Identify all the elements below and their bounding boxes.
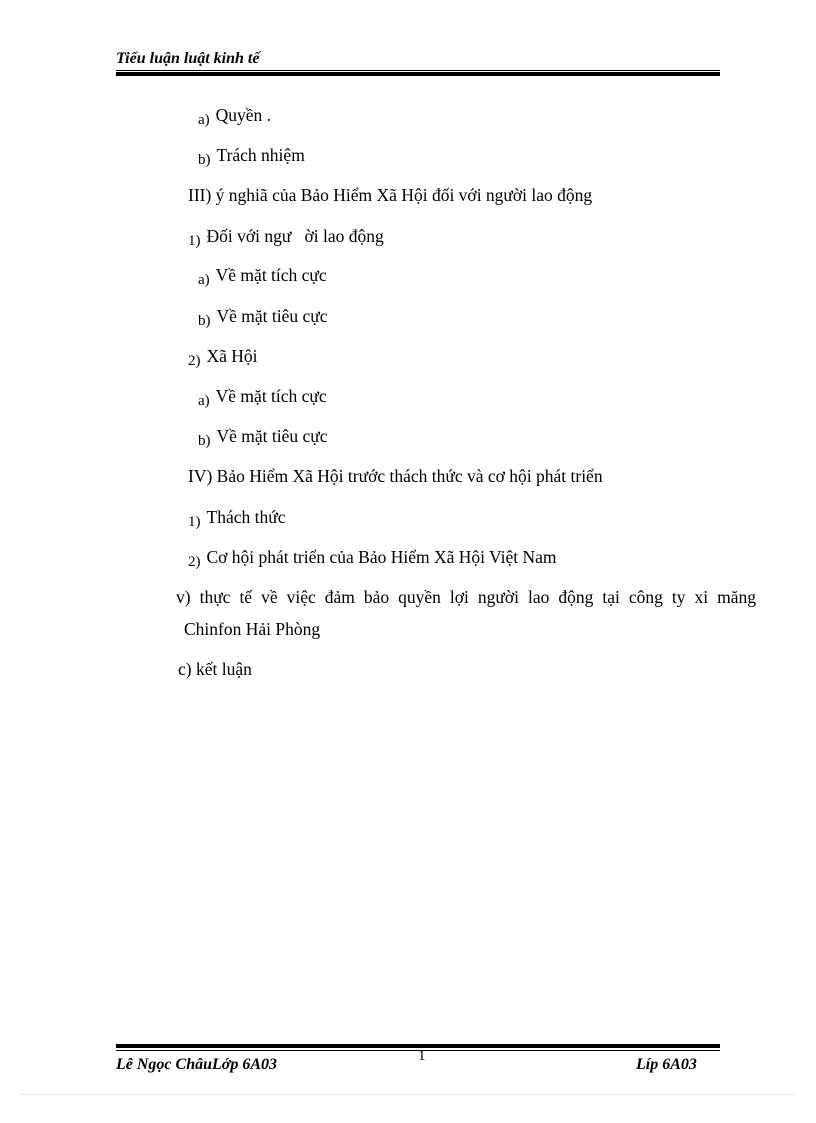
list-marker: a) xyxy=(198,112,210,128)
toc-item-text: Về mặt tiêu cực xyxy=(216,306,328,326)
toc-item-text: Về mặt tích cực xyxy=(215,386,327,406)
list-marker: 2) xyxy=(188,554,201,570)
toc-section-v-line2: Chinfon Hải Phòng xyxy=(184,619,321,639)
toc-item-2b xyxy=(198,425,328,449)
toc-section-text: III) ý nghiã của Bảo Hiểm Xã Hội đối với người lao động xyxy=(188,185,593,205)
toc-section-iii xyxy=(188,184,592,206)
toc-section-c: c) kết luận xyxy=(178,659,252,679)
list-marker: a) xyxy=(198,393,210,409)
toc-item-text: Về mặt tiêu cực xyxy=(216,426,328,446)
toc-item-text: Xã Hội xyxy=(206,346,258,366)
list-marker: 1) xyxy=(188,514,201,530)
page-number: 1 xyxy=(418,1048,426,1064)
toc-item-text: Về mặt tích cực xyxy=(215,265,327,285)
toc-item-text: Cơ hội phát triển của Bảo Hiểm Xã Hội Việt Nam xyxy=(206,547,557,567)
toc-item-iv-2 xyxy=(188,546,557,570)
toc-section-v-line1: v) thực tế về việc đảm bảo quyền lợi người lao động tại công ty xi măng xyxy=(176,587,756,607)
footer-author-class: Lê Ngọc ChâuLớp 6A03 xyxy=(116,1056,278,1073)
toc-item-text: Trách nhiệm xyxy=(216,145,305,165)
header-title: Tiểu luận luật kinh tế xyxy=(116,50,260,67)
header-rule-thick xyxy=(116,72,720,76)
toc-item-iv-1 xyxy=(188,506,285,530)
list-marker: 2) xyxy=(188,353,201,369)
toc-item-1a xyxy=(198,264,327,288)
toc-item-text: Đối với ngư ời lao động xyxy=(206,226,384,246)
toc-item-text: Thách thức xyxy=(206,507,286,527)
toc-item-1b xyxy=(198,305,328,329)
list-marker: a) xyxy=(198,272,210,288)
toc-item-a-rights xyxy=(198,104,271,128)
list-marker: b) xyxy=(198,433,211,449)
list-marker: b) xyxy=(198,152,211,168)
toc-section-iv xyxy=(188,465,603,487)
toc-item-1-workers xyxy=(188,225,384,249)
toc-item-2-society xyxy=(188,345,258,369)
list-marker: b) xyxy=(198,313,211,329)
header-rule-thin xyxy=(116,70,720,71)
toc-item-2a xyxy=(198,385,327,409)
toc-item-b-duty xyxy=(198,144,305,168)
list-marker: 1) xyxy=(188,233,201,249)
toc-section-text: IV) Bảo Hiểm Xã Hội trước thách thức và cơ hội phát triển xyxy=(188,466,603,486)
footer-class: Líp 6A03 xyxy=(636,1056,697,1073)
page-bottom-dotted-line xyxy=(20,1094,796,1095)
toc-item-text: Quyền . xyxy=(215,105,272,125)
